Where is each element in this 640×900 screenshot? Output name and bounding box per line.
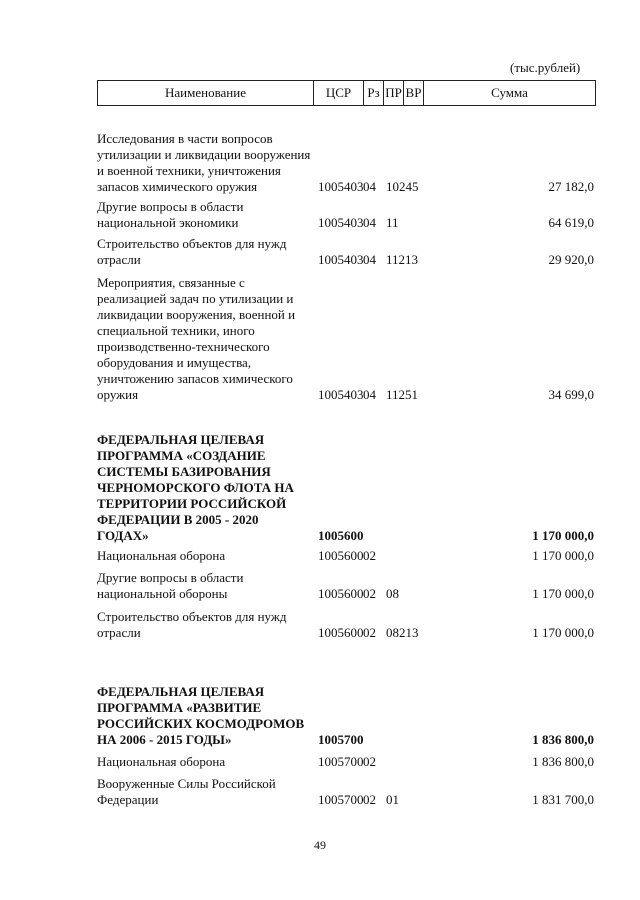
row-name: Мероприятия, связанные с реализацией задач по утилизации и ликвидации вооружения, военной и специальной техники, иного производственно-технического оборудования и имущества, уничтожению запасов химического оружия (97, 275, 296, 402)
row-csr: 1005700 (318, 792, 364, 807)
program-name: ФЕДЕРАЛЬНАЯ ЦЕЛЕВАЯ ПРОГРАММА «РАЗВИТИЕ РОССИЙСКИХ КОСМОДРОМОВ НА 2006 - 2015 ГОДЫ» (97, 684, 305, 747)
row-name: Вооруженные Силы Российской Федерации (97, 776, 276, 807)
table-row (97, 754, 596, 770)
row-name: Национальная оборона (97, 548, 226, 563)
row-rz: 02 (363, 586, 376, 601)
header-sum: Сумма (423, 81, 595, 105)
row-csr: 1005700 (318, 732, 364, 747)
row-amount: 27 182,0 (548, 179, 594, 194)
table-row (97, 570, 596, 602)
row-pr-vr: 11213 (386, 252, 419, 267)
row-rz: 02 (363, 792, 376, 807)
row-amount: 1 170 000,0 (532, 548, 594, 563)
table-row (97, 275, 596, 403)
row-name: Строительство объектов для нужд отрасли (97, 609, 287, 640)
row-name: Национальная оборона (97, 754, 226, 769)
row-amount: 1 170 000,0 (532, 528, 594, 543)
row-pr-vr: 11 (386, 215, 399, 230)
table-row (97, 199, 596, 231)
row-name: Другие вопросы в области национальной экономики (97, 199, 244, 230)
program-row (97, 432, 596, 544)
units-note: (тыс.рублей) (510, 60, 581, 75)
row-amount: 64 619,0 (548, 215, 594, 230)
table-header (97, 80, 596, 106)
row-rz: 04 (363, 179, 376, 194)
header-name: Наименование (165, 85, 246, 100)
row-amount: 1 836 800,0 (532, 754, 594, 769)
row-csr: 1005700 (318, 754, 364, 769)
row-csr: 1005403 (318, 252, 364, 267)
row-name: Строительство объектов для нужд отрасли (97, 236, 287, 267)
row-name: Другие вопросы в области национальной обороны (97, 570, 244, 601)
row-rz: 02 (363, 754, 376, 769)
row-amount: 1 831 700,0 (532, 792, 594, 807)
header-rz: Рз (363, 81, 383, 105)
row-pr-vr: 10245 (386, 179, 419, 194)
row-amount: 29 920,0 (548, 252, 594, 267)
row-pr-vr: 08 (386, 586, 399, 601)
row-csr: 1005600 (318, 528, 364, 543)
row-amount: 1 170 000,0 (532, 586, 594, 601)
row-pr-vr: 11251 (386, 387, 419, 402)
row-rz: 04 (363, 387, 376, 402)
header-pr: ПР (383, 81, 403, 105)
row-rz: 02 (363, 625, 376, 640)
row-rz: 02 (363, 548, 376, 563)
table-row (97, 236, 596, 268)
page-number: 49 (314, 838, 326, 852)
table-row (97, 776, 596, 808)
program-name: ФЕДЕРАЛЬНАЯ ЦЕЛЕВАЯ ПРОГРАММА «СОЗДАНИЕ СИСТЕМЫ БАЗИРОВАНИЯ ЧЕРНОМОРСКОГО ФЛОТА НА ТЕРРИТОРИИ РОССИЙСКОЙ ФЕДЕРАЦИИ В 2005 - 2020 ГОДАХ» (97, 432, 294, 543)
row-csr: 1005403 (318, 387, 364, 402)
row-amount: 1 170 000,0 (532, 625, 594, 640)
row-pr-vr: 01 (386, 792, 399, 807)
table-row (97, 115, 596, 195)
row-rz: 04 (363, 252, 376, 267)
row-amount: 1 836 800,0 (532, 732, 594, 747)
table-row (97, 609, 596, 641)
row-rz: 04 (363, 215, 376, 230)
table-row (97, 548, 596, 564)
program-row (97, 668, 596, 748)
header-csr: ЦСР (313, 81, 363, 105)
row-pr-vr: 08213 (386, 625, 419, 640)
row-csr: 1005403 (318, 179, 364, 194)
row-csr: 1005600 (318, 548, 364, 563)
row-amount: 34 699,0 (548, 387, 594, 402)
row-name: Исследования в части вопросов утилизации и ликвидации вооружения и военной техники, уничтожения запасов химического оружия (97, 131, 311, 194)
row-csr: 1005403 (318, 215, 364, 230)
row-csr: 1005600 (318, 625, 364, 640)
header-vr: ВР (403, 81, 423, 105)
row-csr: 1005600 (318, 586, 364, 601)
